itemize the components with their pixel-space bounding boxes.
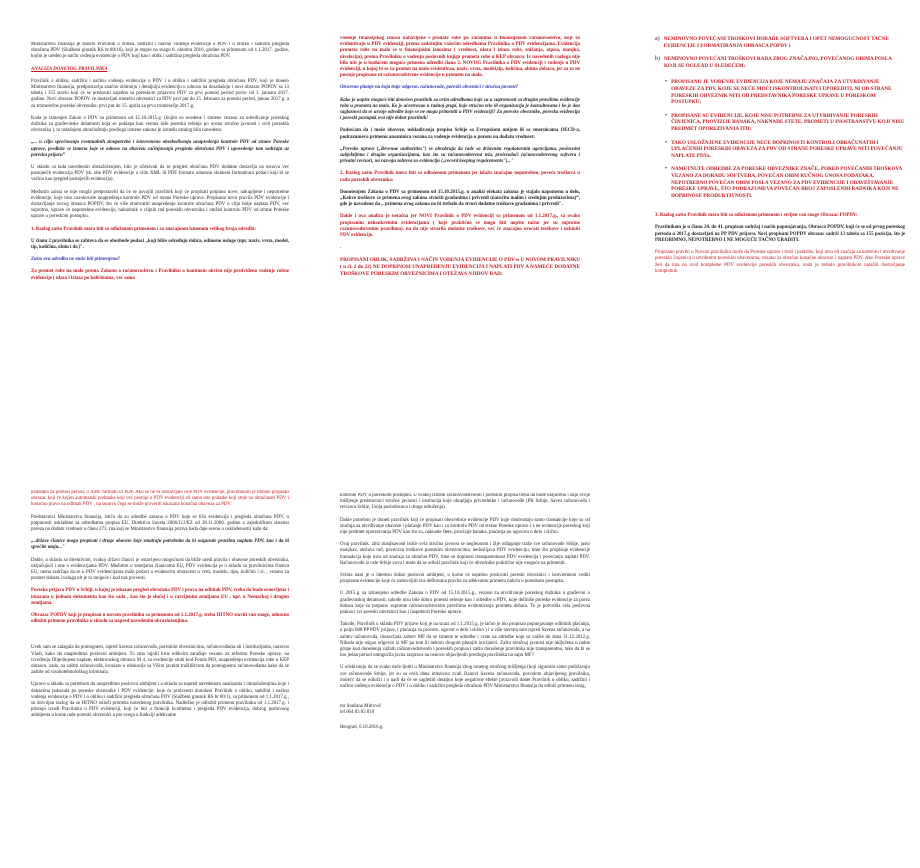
red-paragraph: Za promet robe na malo prema Zakonu o računovodstvu i Pravilniku o kontinom okviru nije predviđeno vođenje robne evidencije ( ulaza i izlaza po količinama, već samo bbox=[31, 269, 289, 281]
text-column-4 bbox=[31, 490, 289, 860]
list-item bbox=[665, 79, 905, 105]
paragraph: Upravo u skladu sa potrebom da unapređimo poslovni ambijent i u skladu sa napred navedenom analizama i obrazloženjima koje i dokazima pokazala po poreske obveznike i PDV evidencije, koje će proizvesti donošeni Pravilnik o obliku, sadržini i načinu vođenja evidencije o PDV i o obliku i sadržini pregleda obračuna PDV (Službeni glasnik RS br 80/1), sa primenom od 1.1.2017.g., su dovoljan razlog da se HITNO odloži primena navedenog pravilnika. Nadležno je odložiti primenu pravilnika od 1.1.2017.g. i pristupi izradi Pravilnika o PDV evidenciji, koji će biti u funkciji kvalitetnu i pregleda PDV evidencija, dobrog poslovnog ambijenta u kome rade poreski obveznici a pre svega u funkciji adekvatne bbox=[31, 682, 289, 719]
paragraph: Dakle potrebno je doneti pravilnik koji će propisati obezvebice evidencije PDV koje obuhvataju samo transakcije koje su od značaja za utvrđivanje obaveze i plaćanje PDV kao i za kontrolu PDV od strane Poreske uprave i a ne evidencije poreskog koji nije predmet oporezivanja PDV kao što su, naknade štete, provizije banaka, plaćanja po ugovoru o delu i slično. bbox=[340, 517, 590, 536]
item-text: NEMINOVNO POVEĆANI TROŠKOVI RADA ZBOG ZNAČAJNO, POVEĆANOG OBIMA POSLA KOJI SE OGLEAD U SLEDEĆEM: bbox=[664, 56, 892, 69]
paragraph: Donošenjem Zakona o PDV sa primenom od 15.10.2015.g. u analizi efekata zakona je stajalo napomenu u delu, „Kakve troškove će primena ovog zakona stvoriti građanima i privredi (naročito malim i srednjim preduzećima)“, gde je navođeno da „ primena ovog zakona ne bi trebalo da stvori dodatne troškove građanima i privredi". bbox=[340, 189, 580, 208]
caps-heading: PROPISANI OBLIK, SADRŽINA I NAČIN VOĐENJA EVIDENCIJE O PDV-u U NOVOM PRAVILNIKU ( u čl. 2 do 22) NE DOPRINOSI UNAPREĐENJU EVIDENCIJA I NAPLATI PDV A NAMEĆE DODATNE TROŠKOVE PORESKIM OBVEZNICIMA I OTEŽAVA NJIHOV RAD: bbox=[340, 257, 580, 277]
paragraph: Pravilnik o obliku, sadržini i načinu vođenja evidencije o PDV i o obliku i sadržini pregleda obračuna PDV, koji je donelo Ministarstvo finansija, predpostavlja značno obimniju i detaljniju evidenciju u odnosu na dosadašnju i novi obrazac POPDV sa 13 tabela i 155 stavki koji će se predavati zajedno sa poreskom prijavom PDV za prvi poreski period počev od 1. januara 2017. godine. Novi obrazac POPDV će dostavljati mesečni obveznici za PDV prvi put do 15. februara za poreski period, januar 2017.g. a za tromesečne poreske obveznike, prvi put do 15. aprila za prvo tromesečje 2017.g. bbox=[31, 78, 289, 109]
paragraph: Kada je izmenjen Zakon o PDV sa primenom od 15.10.2015.g. (kojim su uvedene i izmene vezano za određivanje poreskog dužnika za građevinske delatnosti koja se poklapa kao veoma loše poreska rešenje po ocenu stručne javnosti i svih poreskih obveznika ), to tadašnjem obrazloženju predloga izmene zakona je između ostalog bilo navedeno: bbox=[31, 115, 289, 134]
bullet-icon: • bbox=[665, 139, 668, 146]
item-text: NEMINOVNO POVEĆANI TROŠKOVI DORADE SOFTVERA I OPET NEMOGUĆNOST TAČNE EVIDENCIJE I FORMATIRANJA OBRASCA POPDV i bbox=[663, 36, 889, 49]
red-paragraph: Poreska prijava PDV u Srbiji, u kojoj je iskazan pregled obračuna PDV i prava na odbitak PDV, treba da bude osnovljena i iskazana u jednom dokumentu kao što sada , kao što je slučaj i u razvijenim zemljama EU , npr. u Nemačkoj i drugim zemljama. bbox=[31, 588, 289, 606]
reason-heading: 3. Razlog zašto Pravilnik mora biti sa odloženom primenom i stvljen van snage Obrazac POPDV: bbox=[655, 213, 858, 219]
text-column-5 bbox=[340, 493, 590, 858]
red-paragraph: Propisano pravilo u Novom pravilniku može da Poreske uprave i troši i praktike, koji nisu od značaja za kontrolu i utvrđivanje poreskih činjenica o utvrđenim poreskim obavezama, vezano za obračun konačne obaveze i naplatu PDV. Ako Poreske uprave želi da ima na uvid kompletne PDV evidencije poreskih obveznika, onda je trebalo pravilnikom nalažiti dostavljanje kompletnih bbox=[655, 250, 905, 274]
red-paragraph: podataka za poreski period, u XML formatu ili PDF. Ako se ne bi dostavljale cele PDV evidencije, pravilnikom je trebalo propisati obrazac koji će kojim automatski podataka koji već postoje u PDV evidenciji ali samo one podatke koji stoje na obračunati PDV i konačno pravo na odbitak PDV , na osnovu čega se može proveriti iskazana konačna obaveza za PDV. bbox=[31, 490, 289, 508]
paragraph: Predstavnici Ministarstva finansija, ističu da su odredbe zakona o PDV koje se tiču evidencija i pregleda obračuna PDV, u potpunosti usklađene sa odredbama propisa EU. Direktiva Saveta 2006/112/EZ od 28.11.2006. godine o zajedničkom sistemu poreza na dodatu vrednost u članu 273. (na koji se Ministarstvo finansija poziva kada daje ocenu o usklađenosti) kaže da: bbox=[31, 514, 289, 533]
section-heading: ANALIZA DONETOG PRAVILNIKA bbox=[31, 66, 108, 72]
bullet-list bbox=[655, 79, 905, 199]
dot: . bbox=[340, 245, 342, 251]
paragraph: U očekivanju da se svako neće ljutiti u Ministarstvo finansija zbog ometog stručnog mišljenja (koji sigurnim samo podržavaju sve računovođe Srbije, jer su sa ovih dana intezivno zvali članovi Saveza računovođa, povodom objavljenog pravilnika, molećć da se odloži) i u nadi da će se saglediti detaljno koje negativne efekte proizvodi donet Pravilnik o obliku, sadržini i načinu vođenja evidencije o PDV i o obliku i sadržini pregleda obračuna PDV Ministarstvo finansija da odloži primenu istog, bbox=[340, 665, 590, 690]
paragraph: Pravilnikom je u članu 24. do 41. propisan sadržaj i način popunjavanja, Obrasca POPDV, koji će se od prvog poreskog perioda u 2017.g dostavljati uz PP PDV prijavu. Novi propisani POPDV obrazac sadrži 13 tabela sa 155 pozicija, što je PREOBIMNO, NEPOTREBNO I NE MOGUĆE TAČNO URADITI. bbox=[655, 225, 905, 243]
red-paragraph: vođenje finansijskog iznosa nabavljene i prodate robe po računima u finansijskom računovodstvu, kojt su evidentiraju u PDV evidenciji, prema sadašnjim važećim odredbama Pravilnika o PDV evidencijama. Evidencija prometa robe na malo se u finansijskim iznosima ( vrednost, ulaza i izlaza robe, snižanja, otpisa, manjka, nivelacija), prema Pravilniku o vođenju poslovnih knjiga prometa robe u KEP obrazcu. Iz navedenih razloga nije bilo niti je u budućem moguće primena odredbi člana 2. NOVOG Pravilnika o PDV evidenciji i vođenje u PDV evidenciji, u kojoj bi se za promet na malo evidentirao, naziv, vrsta, model,tip, količina, obima dobara, jer za to ne postoje propisane ni računovodstvene evidencije u prometu na malo. bbox=[340, 36, 580, 79]
list-item bbox=[665, 166, 905, 199]
item-letter: b) bbox=[655, 56, 660, 63]
paragraph: Svima nam je u interesu dobar poslovni ambijent, u kome će uspešno poslovati poreski obveznici i istovremeno voditi propisane evidencije koje će zadovoljiti sva definisana pravila za adekvatnu primenu naloča u poreskom postupku. bbox=[340, 573, 590, 585]
paragraph: Ovaj pravilnik, zbiz manjkavosti ističe ovla stručna javnost se negleonom i žije odlaganje traže sve računovođe Srbije, jasto manjkav, otežava rad, povećava troškove poreskim obveznicima, nedoslijava PDV evidenciju, time što propisuje evidencije transakcija koje nisu od značaja za obračun PDV, time se dopinosi transparentnost PDV evidencija i povećanju naplati PDV. Računovođe iz cele Srbije zovu i mole da se odloži pravilnik koji će obveznike praktično nije moguće na primeniti. bbox=[340, 542, 590, 566]
bullet-icon: • bbox=[665, 79, 668, 86]
quote: „Poreske uprave („Revenue authorities") se ohrabruju da rade sa državnim regulatornim agencijama, poslovnim subjektijima i drugim organizacijama, kao što su računovodstvena tela, proizvođači računovodstvenog softvera i privatni revizori, na razvoju zahteva za evidenciju („record keeping requirements")..." bbox=[340, 146, 580, 165]
item-text: TAKO USLOŽNJENE EVIDENCIJE NEĆE DOPRINOSTI KONTROLI OBRAČUNATIH I UPLAĆENIH PORESKIH OBAVEZA ZA PDV OD STRANE PORESKE UPRAVE NITI POVEĆANJU NAPLATE PDVa. bbox=[671, 139, 903, 159]
text-column-3 bbox=[655, 36, 905, 386]
list-item bbox=[665, 140, 905, 160]
paragraph: Podsećam da i može obaveze, uskladivanja propisa Srbije sa Evropskom unijom ili sa smernicama OECD-a, podrazumeva primenu ansamnica vezano za vođenje evidencija o porezu na dodatu vrednost: bbox=[340, 128, 580, 140]
open-question: Otvoreno pitanje na koja traje odgovor, računovođe, poreski obveznici i stručna javnost? bbox=[340, 85, 519, 91]
reason-heading: 1. Razlog zašto Pravilnik mora biti sa odloženom primenom i sa značajnom izmenom velikog broja odredbi: bbox=[31, 226, 257, 232]
text-column-2 bbox=[340, 36, 580, 356]
list-item bbox=[655, 36, 905, 49]
item-text: PROPISANO JE VOĐENJE EVIDENCIJA KOJE NEMAJU ZNAČAJA ZA UTVRĐIVANJE OBAVEZE ZA PDV, KOJE SE NEĆE MOĆI ISKONTROLISATI I UPOREDITI, NI OD STRANE PORESKIH OBVEZNIK NITI OD PREDSTAVNIKA PORESKE UPRAVE U PORESKOM POSTUPKU; bbox=[671, 79, 892, 106]
signature-date: Beograd, 6.10.2016.g. bbox=[340, 724, 384, 730]
intro-paragraph: Ministarstvo finansija je donelo Pravilnik o obliku, sadržini i načinu vođenja evidencije o PDV i o obliku i sadržini pregleda obračuna PDV (Službeni glasnik RS br.80/16), koji je stupio na snagu 8. oktobra 2016. godine sa primenom od 1.1.2017. godine, kojim je uređen je način vođenja evidencije o PDV koji kao i oblik i sadržina pregleda obračuna PDV. bbox=[31, 42, 289, 60]
paragraph: Međutim zaista se nije mogla pretpostaviti da će se usvojiti pravilnik koji će propisati potpuno nove, nakupljene i nepotrebne evidencije, koje nisu uzrokovale unapređenja kontrole PDV od strane Poreske uprave. Propisana nova pravila PDV evidencije i dostavljanje novog obrasca POPDV, što će više obuhvatiti unapređenje kontrole obračuna PDV u cilju bolje naplata PDV, već suprotno, uprave će nepotrebne evidencije, nalozitnik u ciljnih rad poreskih obveznika i otežati kontrolu PDV od strane Poreske uprave u poreskom postupku. bbox=[31, 189, 289, 220]
question: Zašto ova odredba ne može biti primenjena? bbox=[31, 257, 121, 263]
paragraph: U članu 2 pravilnika se zahteva da se obezbede podaci „koji bliže određuju dobra, odnosno usluge (npr. naziv, vrsta, model, tip, količina, obim i dr.)". bbox=[31, 238, 289, 251]
question-paragraph: Kako je uopšte moguće biti donošen pravilnik sa ovim odredbama koje su u suprotnosti sa drugim pravilima evidencije robe u prometu na malo. Ko je učestvovao u radnoj grupi, koje stručno telo ili organizacija je konsultovana i ko je dao saglasnost da se usvoje odredbe koje se ne mogu primeniti u PDV evidenciji? Za poreske obveznike, poreska evidencija i poreski postupak ova nije dobar pravilnik! bbox=[340, 97, 580, 122]
reason-heading: 2. Razlog zašto Pravilnik mora biti sa odloženom primenom jer izlažu značajno nepotrebno, poveće troškova u radu poreskih obveznika: bbox=[340, 171, 580, 183]
bullet-icon: • bbox=[665, 166, 668, 173]
item-letter: a) bbox=[655, 36, 660, 42]
bullet-icon: • bbox=[665, 112, 668, 119]
list-item bbox=[665, 113, 905, 133]
paragraph: Dakle, u skladu sa direktivom, svakoj državi članici je ostavljeno mogućnost da bliže uredi pravila i obaveze poreskih obveznika, uključujući i one o evidencijama PDV. Međutim u zemljama članicama EU, PDV evidencija je u skladu sa pravilnicima članica EU, nema sadržaja da se u PDV evidencijama traže podaci u evidencim obrazcem u vrsti, modelu, tipu, količini i sl. , vezano za promet dobara i usluga nit je to moguće i kod nas provesti. bbox=[31, 557, 289, 582]
quote: „... u cilju sprečavanja eventualnih zloupotreba i istovremeno obezbeđivanja unapređenja kontrole PDV od strane Poreske uprave, predlaže se izmena koje se odnose na obavezu sačinjavanja pregleda obračuna PDV i upoređenje tom sadržaju uz poresku prijavu” bbox=[31, 140, 289, 158]
paragraph: Uvek sam se zalagala da pomognem, ispred Saveza računovođa, poreskim obveznicima, računovođama ali i institucijama, naravno Vladi, kako da unapredimo poslovni ambijent. To smo tajnili kroz edikcim sarađuje vezano za reformu Poreske uprave, na izvođenju Objedinjene naplate, elektronskog obrasca M 4, za evidencije stuhi kod Fonda PIO, unapređenju evidencija robe u KEP obrascu, zada, na zaštiti računovođa, kroziaru u edukacije sa Višim javnim tražilištvom da pomognemo računovođama kako da se zaštite od visokotehnološkog kriminala. bbox=[31, 645, 289, 676]
item-text: PROPISANE SU EVIDENCIJE, KOJE NISU POTREBNE ZA UTVRĐIVANJE PORESKIH ČINJENICA, PROVIZIJE BANAKA, NAKNADE STETE, PROMETI U INOSTRANSTVU KOJI NISU PREDMET OPOREZIVANJA ITD; bbox=[671, 112, 905, 132]
paragraph: U skladu sa tada navedenim obrazloženjem, bilo je očekivati da se pregled obračuna PDV dodatne dostavlja na osnovu već postojećih evidencija PDV (tk. obe PDV evidencije u vidu XML ili PDF formatu odnosno skinkeni formatirani podaci koji bi se većinu kao pregled postojećih evidencija). bbox=[31, 165, 289, 183]
quote: „..države članice mogu propisati i druge obaveze koje smatraju potrebnim da bi osigurale pravilnu naplatu PDV, kao i da bi sprečile utaju..." bbox=[31, 539, 289, 551]
red-paragraph: Obrazac POPDV koji je propisan u novom pravilniku sa primenom od 1.1.2017.g. treba HITNO staviti van snage, odnosno odložiti primenu pravilnika u skladu sa napred navedenim obrazloženjima. bbox=[31, 613, 289, 625]
red-paragraph: Dakle i ova analiza je netačna jer NOVI Pravilnik o PDV evidenciji sa primenom od 1.1.2017.g., sa ovako propisanim nekonkretnim evidencijama ( koje praktično se mogu biti uopšte tačno jer su suprotne računovodstvenim pravilima), na da nije stvarila dodatne troškove, već će značajno uvećati troškove i uzkiniti PDV evidencije. bbox=[340, 214, 580, 239]
paragraph: U 2015.g. sa izmenjeno odredbe Zakona o PDV od 15.10.2015.g., vezano za utvrđivanje poreskog dužnika u građevini u građevinskoj delatnosti, takođe nisu bile dobro poreski rešenje kao i odredbe u PDV, koje definiše poreske evidencije za porez dobara koje su potpuno suprotne računovodstvenim pravilima evidentiranja prometa dobara. To je potvrdila cela poslovna praksa i svi poreski obveznici kao i inspektori Poreske uprave. bbox=[340, 591, 590, 616]
signature-phone: tel 064 83 83 810 bbox=[340, 710, 375, 716]
signature-name: mr Snežana Mitrović bbox=[340, 704, 382, 710]
paragraph: Takođe, Pravilnik u skladu PDV prijave koji je na snazi od 1.1.2015.g. je tačno je bio propisao popunjavanje odbitnih plaćanja, u polju 008 PP PDV prijave, ( plaćanja za proveru, ugovor o delu i slično ) i u više navrata sam ispred Saveza računovođa, a na zahtev računovođa, dostavljala zahtev MF da se izmene te odredbe i vrate na odredbe koje su važile do dana 31.12.2012.g. Nikada nije stigao odgovor iz MF pa tom ili nekom drugom pitanjih inicijativi. Zašto stručnoj javnost nije uključena u radne grupe kod donošenja važnih računovodstvenih i poreskih propisa i zašto donošenje pravilnika nije transparentno, tako da bi se bar jedan period omogućila javna rasprava na osnovu objavljenih predloga pravilnika na sajtu MF? bbox=[340, 622, 590, 659]
text-column-1 bbox=[31, 42, 289, 402]
list-item bbox=[655, 56, 905, 69]
item-text: NAMETNUTE ODREDBE ZA PORESKE OBVEZNIKE ZNAČE, PORED POVEĆANIH TROŠKOVA VEZANO ZA DORADU SOFTVERA, POVEĆAN OBIM RUČNOG UNOSA PODATAKA, NEPOTREBNO POVEĆAN OBIM POSLA VEZANO ZA PDV EVIDENCIJE I OBAVEŠTAVANJE PORESKE UPRAVE, ŠTO PODRAZUMEVA POVEĆAN BROJ ZAPOSLENIH RADNIKA KOJI NE DOPRINOSE PRODUKTIVNOSTI. bbox=[671, 166, 902, 199]
paragraph: kontrole PDV u poreskom postupku. U svakoj izmeni računovodstvenih i poreskih propisa treba da bude uključena i daju svoje mišljenje predstavnici stručne javnosti i institucija koje okupljaju privrednike i računovođe (PK Srbije, Savez računovođa i revizora Srbije, Unija poslodavaca i druga udruženja). bbox=[340, 493, 590, 511]
